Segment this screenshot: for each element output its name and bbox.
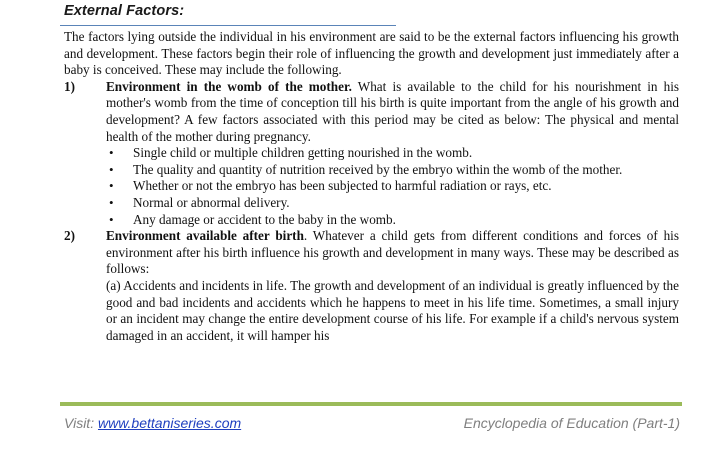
list-item: • Any damage or accident to the baby in the womb. — [109, 211, 396, 227]
bullet-icon: • — [109, 145, 114, 161]
numbered-item-1 — [64, 79, 679, 228]
bullet-icon: • — [109, 211, 114, 227]
list-item: • Normal or abnormal delivery. — [109, 194, 290, 210]
list-item: • Single child or multiple children getting nourished in the womb. — [109, 145, 473, 161]
footer-book-title: Encyclopedia of Education (Part-1) — [463, 415, 680, 431]
list-item: • The quality and quantity of nutrition received by the embryo within the womb of the mother. — [109, 161, 623, 177]
bullet-icon: • — [109, 194, 114, 210]
numbered-item-2 — [64, 228, 679, 344]
item-title: Environment available after birth — [106, 228, 304, 244]
section-heading: External Factors: — [64, 3, 185, 19]
visit-label: Visit: — [64, 415, 98, 431]
item-title: Environment in the womb of the mother. — [106, 78, 352, 94]
bullet-list — [106, 145, 679, 228]
heading-underline — [60, 25, 396, 26]
sub-item-a: (a) Accidents and incidents in life. The growth and development of an individual is greatly influenced by the good and bad incidents and accidents which he happens to meet in his life time. Sometimes, a small injury or an incident may change the entire development course of his life. For example if a child's nervous system damaged in an accident, it will hamper his — [106, 277, 679, 343]
list-item: • Whether or not the embryo has been subjected to harmful radiation or rays, etc. — [109, 178, 552, 194]
document-body — [64, 29, 679, 344]
item-text: . Whatever a child gets from different conditions and forces of his environment after his birth influence his growth and development in many ways. These may be described as follows: — [106, 228, 679, 277]
item-number: 2) — [64, 228, 75, 244]
item-text: What is available to the child for his nourishment in his mother's womb from the time of conception till his birth is quite important from the angle of his growth and development? A few factors associated with this period may be cited as below: The physical and mental health of the mother during pregnancy. — [106, 78, 679, 144]
website-link[interactable]: www.bettaniseries.com — [97, 415, 242, 431]
footer-divider — [60, 402, 682, 406]
bullet-icon: • — [109, 178, 114, 194]
item-number: 1) — [64, 78, 75, 94]
bullet-icon: • — [109, 161, 114, 177]
intro-paragraph: The factors lying outside the individual in his environment are said to be the external factors influencing his growth and development. These factors begin their role of influencing the growth and development just immediately after a baby is conceived. These may include the following. — [64, 29, 679, 78]
footer-visit — [64, 415, 241, 431]
